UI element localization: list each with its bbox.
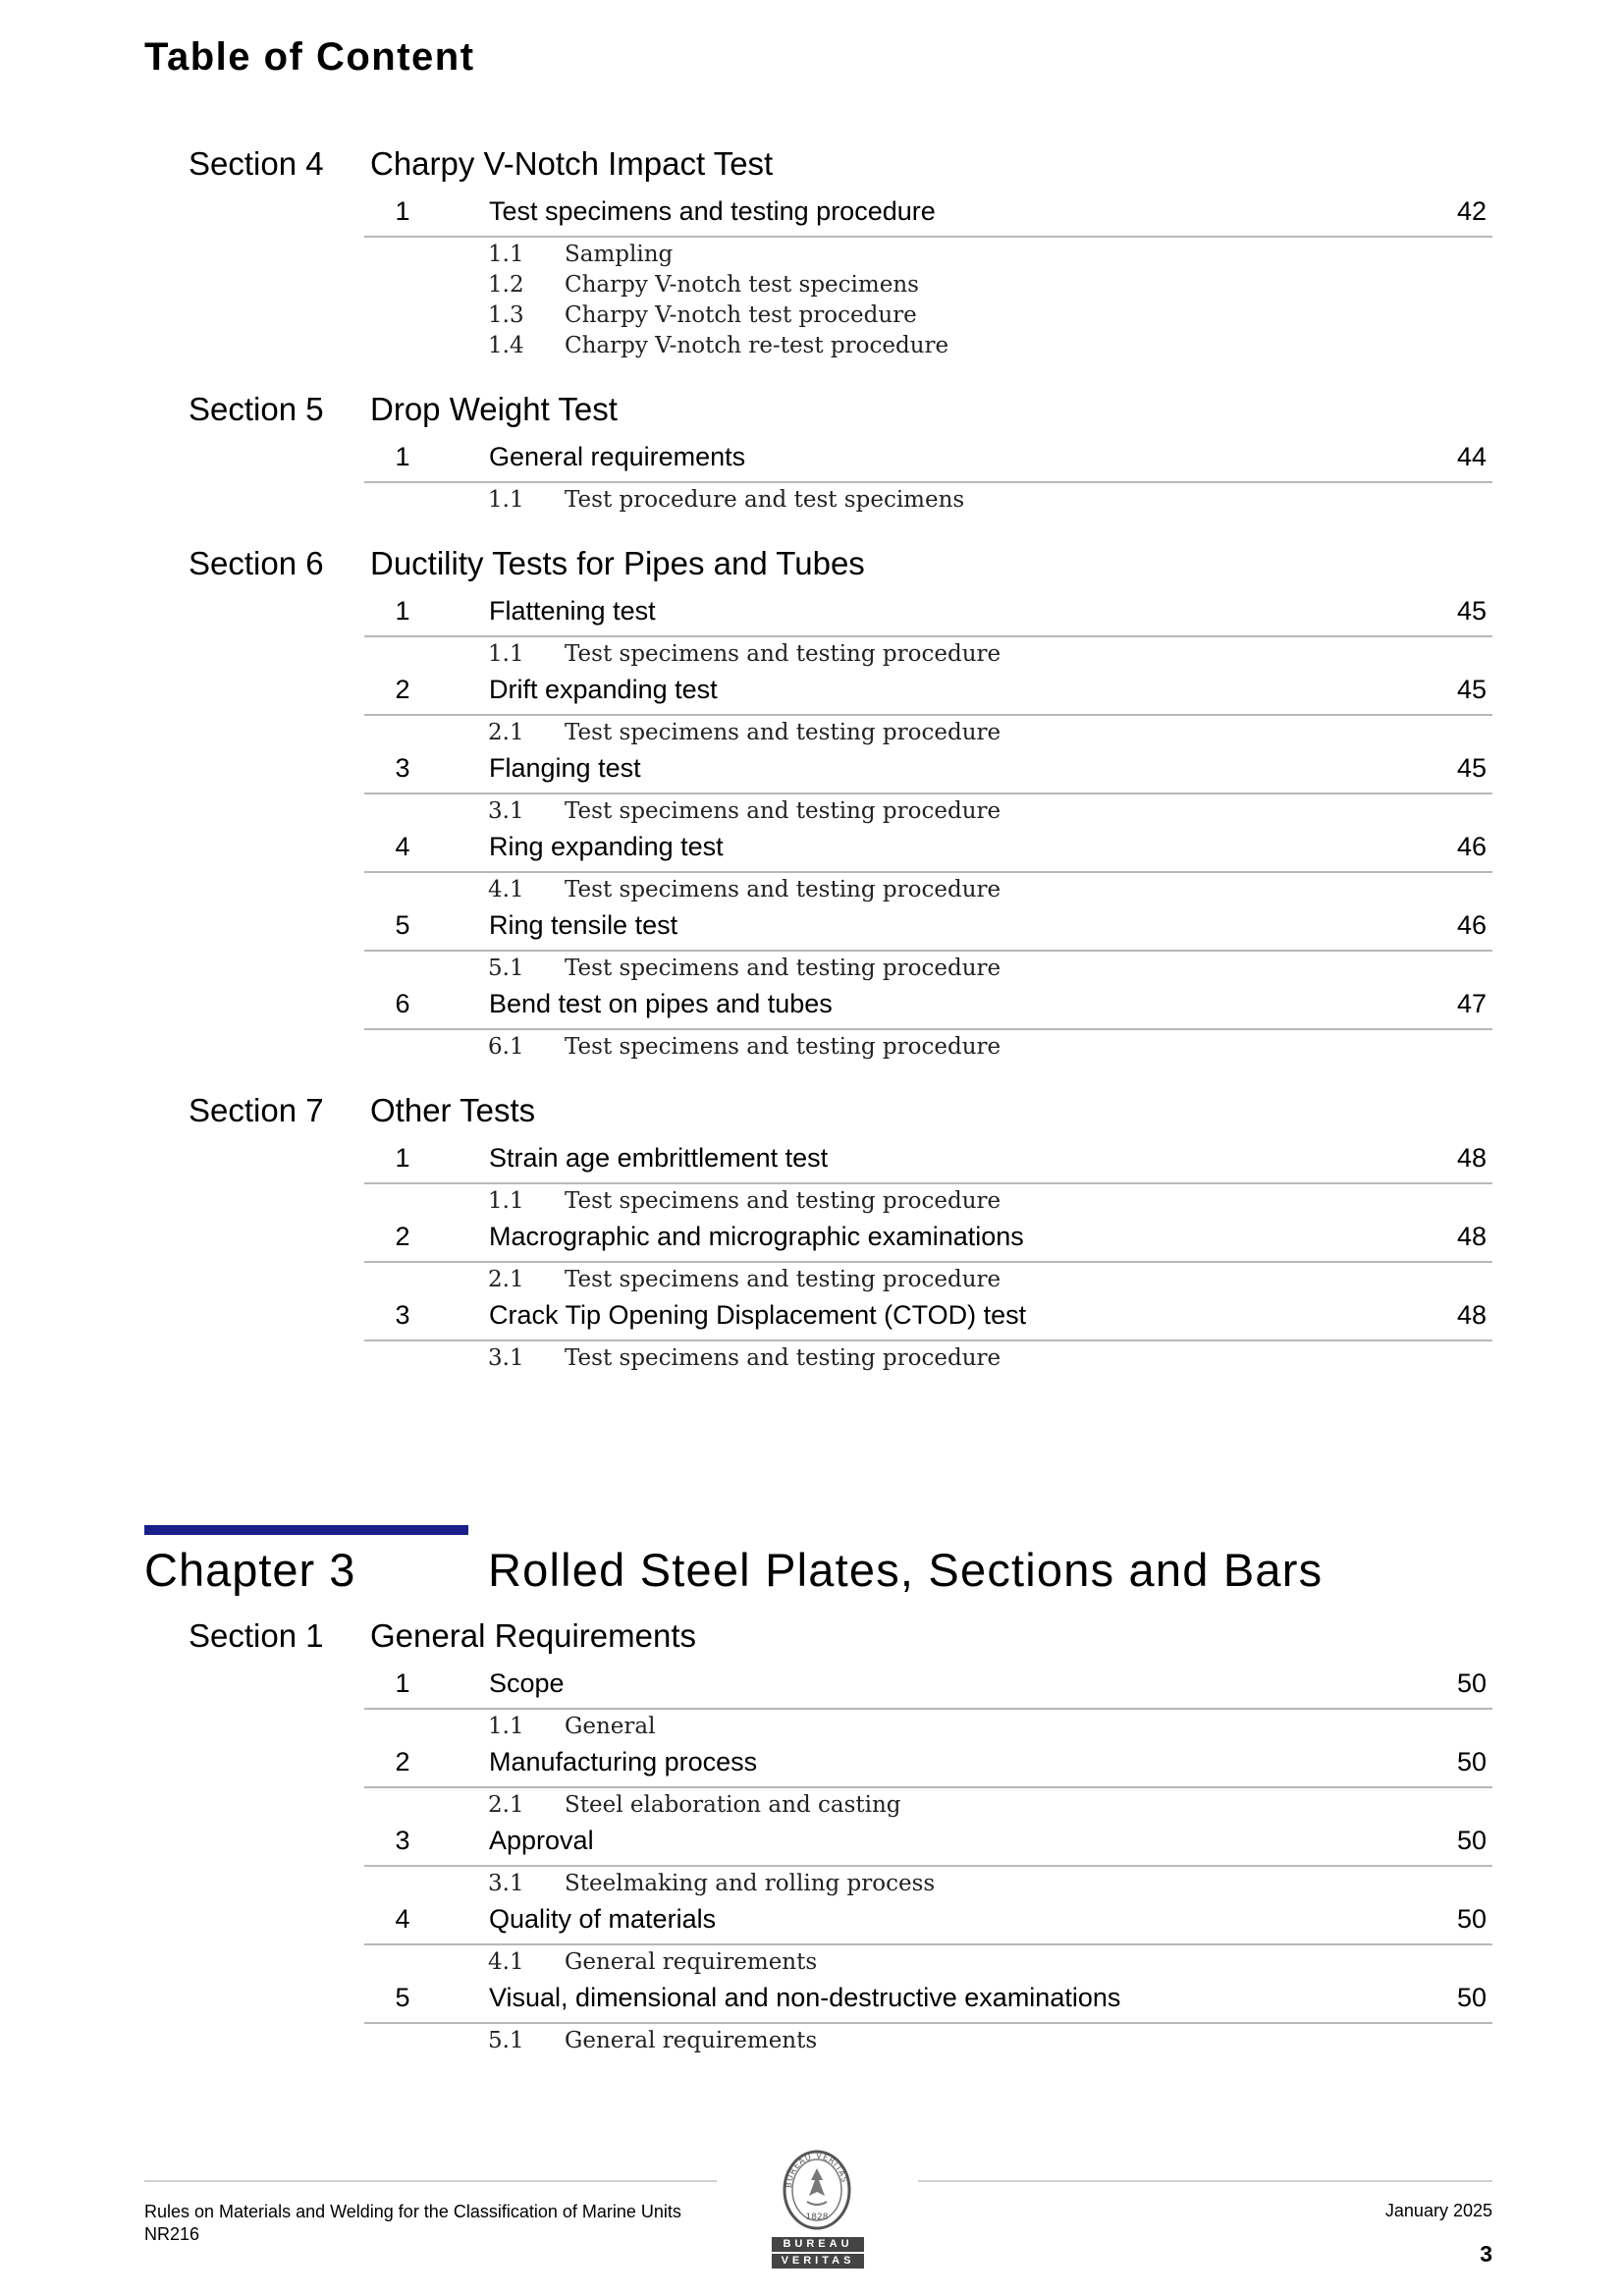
article-number: 4 bbox=[395, 832, 410, 861]
subarticle-title[interactable]: Test specimens and testing procedure bbox=[565, 720, 1001, 745]
article-number: 6 bbox=[395, 989, 410, 1018]
subarticle-number: 3.1 bbox=[488, 1871, 524, 1896]
seal-arc-text: BUREAU VERITAS bbox=[784, 2151, 849, 2189]
article-page-number: 50 bbox=[1456, 1983, 1487, 2012]
article-title[interactable]: Flanging test bbox=[489, 753, 641, 783]
section-heading bbox=[0, 391, 1623, 436]
footer-date: January 2025 bbox=[1384, 2201, 1492, 2220]
subarticle-title[interactable]: Charpy V-notch re-test procedure bbox=[565, 333, 949, 358]
article-title[interactable]: Visual, dimensional and non-destructive examinations bbox=[489, 1983, 1121, 2012]
page-number: 3 bbox=[1480, 2241, 1492, 2267]
toc-article-row[interactable] bbox=[364, 1900, 1492, 1945]
article-page-number: 48 bbox=[1456, 1300, 1487, 1330]
subarticle-number: 2.1 bbox=[488, 1267, 524, 1292]
toc-article-row[interactable] bbox=[364, 1665, 1492, 1710]
article-number: 2 bbox=[395, 1747, 410, 1777]
subarticle-number: 1.4 bbox=[488, 333, 524, 358]
article-number: 2 bbox=[395, 1222, 410, 1251]
subarticle-title[interactable]: General bbox=[565, 1714, 656, 1739]
subarticle-title[interactable]: Test specimens and testing procedure bbox=[565, 877, 1001, 902]
article-page-number: 45 bbox=[1456, 675, 1487, 704]
toc-article-row[interactable] bbox=[364, 1743, 1492, 1788]
article-page-number: 50 bbox=[1456, 1826, 1487, 1855]
subarticle-number: 6.1 bbox=[488, 1034, 524, 1060]
toc-article-row[interactable] bbox=[364, 1822, 1492, 1867]
article-title[interactable]: Crack Tip Opening Displacement (CTOD) test bbox=[489, 1300, 1027, 1330]
section-label[interactable]: Section 4 bbox=[189, 145, 324, 182]
subarticle-number: 1.1 bbox=[488, 242, 524, 267]
article-page-number: 45 bbox=[1456, 596, 1487, 626]
article-number: 1 bbox=[395, 196, 410, 226]
subarticle-number: 3.1 bbox=[488, 798, 524, 824]
chapter-title[interactable]: Rolled Steel Plates, Sections and Bars bbox=[488, 1544, 1324, 1596]
footer-divider-right bbox=[918, 2180, 1492, 2182]
article-title[interactable]: Quality of materials bbox=[489, 1904, 717, 1934]
subarticle-number: 1.1 bbox=[488, 641, 524, 667]
subarticle-number: 3.1 bbox=[488, 1345, 524, 1371]
article-title[interactable]: Manufacturing process bbox=[489, 1747, 758, 1777]
subarticle-title[interactable]: Steelmaking and rolling process bbox=[565, 1871, 936, 1896]
toc-article-row[interactable] bbox=[364, 438, 1492, 483]
article-number: 3 bbox=[395, 1300, 410, 1330]
subarticle-title[interactable]: General requirements bbox=[565, 1949, 818, 1975]
article-title[interactable]: Drift expanding test bbox=[489, 675, 718, 704]
section-title[interactable]: Drop Weight Test bbox=[370, 391, 618, 427]
section-heading bbox=[0, 145, 1623, 191]
toc-article-row[interactable] bbox=[364, 985, 1492, 1030]
article-page-number: 47 bbox=[1456, 989, 1487, 1018]
toc-article-row[interactable] bbox=[364, 749, 1492, 794]
subarticle-number: 2.1 bbox=[488, 1792, 524, 1818]
subarticle-number: 4.1 bbox=[488, 877, 524, 902]
article-number: 5 bbox=[395, 1983, 410, 2012]
article-number: 5 bbox=[395, 910, 410, 940]
subarticle-title[interactable]: Test specimens and testing procedure bbox=[565, 798, 1001, 824]
subarticle-title[interactable]: Steel elaboration and casting bbox=[565, 1792, 901, 1818]
toc-article-row[interactable] bbox=[364, 1979, 1492, 2024]
section-heading bbox=[0, 1617, 1623, 1663]
article-title[interactable]: Strain age embrittlement test bbox=[489, 1143, 829, 1173]
section-title[interactable]: General Requirements bbox=[370, 1617, 696, 1654]
toc-article-row[interactable] bbox=[364, 828, 1492, 873]
article-number: 2 bbox=[395, 675, 410, 704]
article-page-number: 44 bbox=[1456, 442, 1487, 471]
subarticle-number: 1.2 bbox=[488, 272, 524, 298]
article-title[interactable]: Ring tensile test bbox=[489, 910, 678, 940]
toc-article-row[interactable] bbox=[364, 192, 1492, 238]
article-page-number: 46 bbox=[1456, 910, 1487, 940]
section-title[interactable]: Ductility Tests for Pipes and Tubes bbox=[370, 545, 865, 581]
section-label[interactable]: Section 6 bbox=[189, 545, 324, 581]
section-label[interactable]: Section 5 bbox=[189, 391, 324, 427]
article-title[interactable]: Scope bbox=[489, 1668, 565, 1698]
article-page-number: 50 bbox=[1456, 1668, 1487, 1698]
article-number: 3 bbox=[395, 753, 410, 783]
subarticle-title[interactable]: Sampling bbox=[565, 242, 674, 267]
subarticle-number: 1.3 bbox=[488, 302, 524, 328]
subarticle-number: 1.1 bbox=[488, 1188, 524, 1214]
article-number: 1 bbox=[395, 1668, 410, 1698]
subarticle-number: 5.1 bbox=[488, 956, 524, 981]
subarticle-title[interactable]: Test procedure and test specimens bbox=[565, 487, 965, 513]
toc-article-row[interactable] bbox=[364, 671, 1492, 716]
article-title[interactable]: Approval bbox=[489, 1826, 594, 1855]
article-number: 4 bbox=[395, 1904, 410, 1934]
seal-year: 1828 bbox=[805, 2213, 829, 2222]
subarticle-number: 1.1 bbox=[488, 1714, 524, 1739]
section-heading bbox=[0, 1092, 1623, 1137]
article-page-number: 48 bbox=[1456, 1222, 1487, 1251]
footer-divider-left bbox=[144, 2180, 717, 2182]
subarticle-number: 2.1 bbox=[488, 720, 524, 745]
article-title[interactable]: Ring expanding test bbox=[489, 832, 724, 861]
footer-document-info bbox=[144, 2201, 681, 2246]
footer-document-code: NR216 bbox=[144, 2224, 200, 2244]
article-title[interactable]: Bend test on pipes and tubes bbox=[489, 989, 833, 1018]
section-heading bbox=[0, 545, 1623, 590]
toc-article-row[interactable] bbox=[364, 1218, 1492, 1263]
bureau-veritas-logo bbox=[769, 2149, 867, 2276]
subarticle-number: 1.1 bbox=[488, 487, 524, 513]
section-label[interactable]: Section 1 bbox=[189, 1617, 324, 1654]
article-number: 1 bbox=[395, 596, 410, 626]
subarticle-title[interactable]: Test specimens and testing procedure bbox=[565, 1345, 1001, 1371]
logo-text-bureau: BUREAU bbox=[772, 2237, 864, 2252]
chapter-accent-bar bbox=[144, 1525, 468, 1535]
article-title[interactable]: General requirements bbox=[489, 442, 746, 471]
toc-article-row[interactable] bbox=[364, 1139, 1492, 1184]
section-label[interactable]: Section 7 bbox=[189, 1092, 324, 1128]
article-page-number: 45 bbox=[1456, 753, 1487, 783]
toc-article-row[interactable] bbox=[364, 906, 1492, 952]
article-number: 3 bbox=[395, 1826, 410, 1855]
toc-article-row[interactable] bbox=[364, 1296, 1492, 1341]
chapter-label[interactable]: Chapter 3 bbox=[144, 1544, 356, 1596]
article-page-number: 46 bbox=[1456, 832, 1487, 861]
page-title: Table of Content bbox=[144, 35, 475, 79]
section-title[interactable]: Other Tests bbox=[370, 1092, 536, 1128]
subarticle-title[interactable]: General requirements bbox=[565, 2028, 818, 2053]
subarticle-title[interactable]: Test specimens and testing procedure bbox=[565, 956, 1001, 981]
footer-document-title: Rules on Materials and Welding for the Classification of Marine Units bbox=[144, 2202, 681, 2221]
article-title[interactable]: Macrographic and micrographic examinations bbox=[489, 1222, 1024, 1251]
article-title[interactable]: Flattening test bbox=[489, 596, 656, 626]
logo-text-veritas: VERITAS bbox=[772, 2254, 864, 2269]
article-title[interactable]: Test specimens and testing procedure bbox=[489, 196, 936, 226]
subarticle-title[interactable]: Test specimens and testing procedure bbox=[565, 1267, 1001, 1292]
subarticle-title[interactable]: Charpy V-notch test procedure bbox=[565, 302, 917, 328]
toc-article-row[interactable] bbox=[364, 592, 1492, 637]
subarticle-title[interactable]: Test specimens and testing procedure bbox=[565, 1034, 1001, 1060]
article-number: 1 bbox=[395, 1143, 410, 1173]
seal-icon bbox=[782, 2149, 852, 2231]
subarticle-number: 4.1 bbox=[488, 1949, 524, 1975]
article-page-number: 50 bbox=[1456, 1747, 1487, 1777]
article-number: 1 bbox=[395, 442, 410, 471]
subarticle-title[interactable]: Charpy V-notch test specimens bbox=[565, 272, 919, 298]
article-page-number: 50 bbox=[1456, 1904, 1487, 1934]
subarticle-title[interactable]: Test specimens and testing procedure bbox=[565, 641, 1001, 667]
subarticle-number: 5.1 bbox=[488, 2028, 524, 2053]
subarticle-title[interactable]: Test specimens and testing procedure bbox=[565, 1188, 1001, 1214]
article-page-number: 48 bbox=[1456, 1143, 1487, 1173]
section-title[interactable]: Charpy V-Notch Impact Test bbox=[370, 145, 774, 182]
article-page-number: 42 bbox=[1456, 196, 1487, 226]
